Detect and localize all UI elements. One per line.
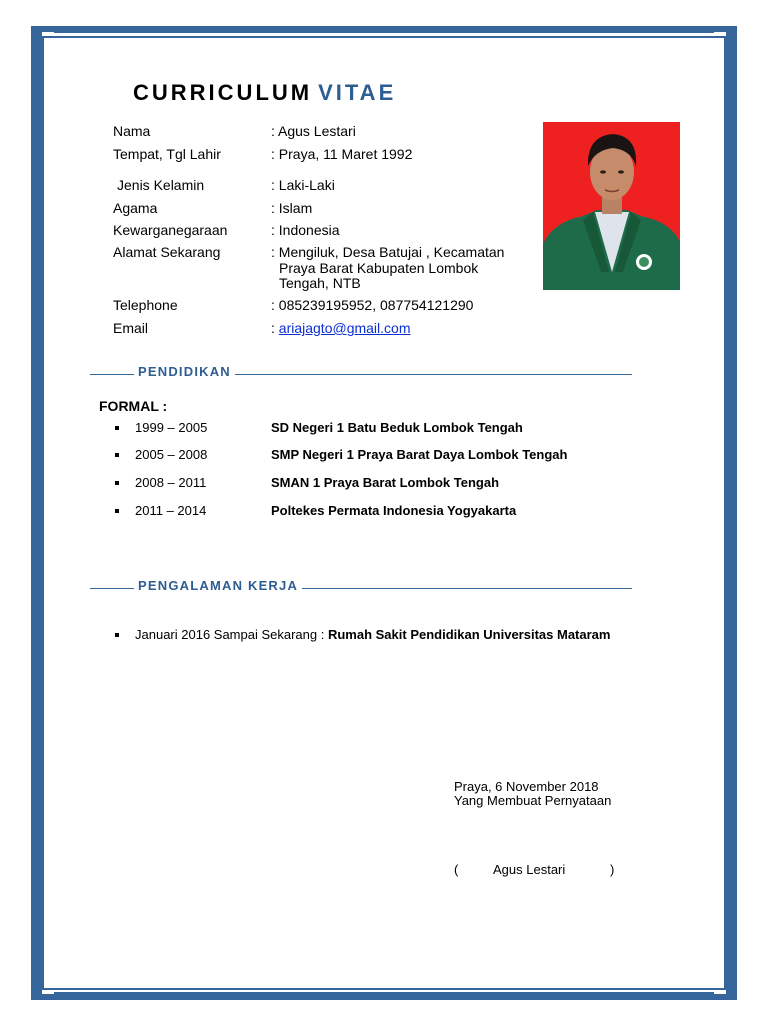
profile-photo (543, 122, 680, 290)
education-school: SD Negeri 1 Batu Beduk Lombok Tengah (271, 420, 523, 435)
section-title-pengalaman-kerja: PENGALAMAN KERJA (134, 578, 302, 593)
page-border-top-accent (54, 30, 714, 33)
title-part-2: VITAE (318, 80, 397, 105)
value-telephone: : 085239195952, 087754121290 (271, 297, 474, 313)
section-header-pengalaman-kerja (90, 578, 632, 598)
bullet-icon (115, 481, 119, 485)
education-years: 2011 – 2014 (135, 503, 207, 518)
experience-text (135, 627, 610, 642)
page-border-right-accent (726, 32, 730, 994)
label-email: Email (113, 320, 149, 336)
page-border-bottom-accent (54, 992, 714, 995)
education-years: 1999 – 2005 (135, 420, 208, 435)
label-jenis-kelamin: Jenis Kelamin (117, 177, 205, 193)
formal-label: FORMAL : (99, 398, 168, 414)
education-item (115, 420, 675, 438)
label-tempat-tgl-lahir: Tempat, Tgl Lahir (113, 146, 221, 162)
label-alamat: Alamat Sekarang (113, 244, 221, 260)
value-tempat-tgl-lahir: : Praya, 11 Maret 1992 (271, 146, 413, 162)
value-alamat-line-1: : Mengiluk, Desa Batujai , Kecamatan (271, 244, 505, 260)
bullet-icon (115, 426, 119, 430)
signature-open-paren: ( (454, 862, 459, 877)
page-border-left-accent (38, 32, 42, 994)
education-school: SMP Negeri 1 Praya Barat Daya Lombok Tengah (271, 447, 568, 462)
label-telephone: Telephone (113, 297, 178, 313)
label-agama: Agama (113, 200, 158, 216)
bullet-icon (115, 509, 119, 513)
bullet-icon (115, 633, 119, 637)
value-agama: : Islam (271, 200, 313, 216)
value-alamat-line-3: Tengah, NTB (279, 275, 361, 291)
title-part-1: CURRICULUM (133, 80, 313, 105)
experience-period: Januari 2016 Sampai Sekarang : (135, 627, 328, 642)
label-kewarganegaraan: Kewarganegaraan (113, 222, 228, 238)
education-school: SMAN 1 Praya Barat Lombok Tengah (271, 475, 500, 490)
value-nama: : Agus Lestari (271, 123, 356, 139)
education-item (115, 475, 675, 493)
education-item (115, 503, 675, 521)
personal-info (113, 124, 533, 344)
email-prefix: : (271, 320, 279, 336)
bullet-icon (115, 453, 119, 457)
value-jenis-kelamin: : Laki-Laki (271, 177, 335, 193)
education-years: 2005 – 2008 (135, 447, 208, 462)
section-title-pendidikan: PENDIDIKAN (134, 364, 235, 379)
signature-place-date: Praya, 6 November 2018 (454, 779, 599, 794)
signature-name: Agus Lestari (493, 862, 566, 877)
document-title (133, 80, 396, 106)
experience-place: Rumah Sakit Pendidikan Universitas Mataram (327, 627, 611, 642)
signature-statement: Yang Membuat Pernyataan (454, 793, 612, 808)
label-nama: Nama (113, 123, 151, 139)
value-alamat-line-2: Praya Barat Kabupaten Lombok (279, 260, 479, 276)
email-link[interactable]: ariajagto@gmail.com (278, 320, 411, 336)
section-header-pendidikan (90, 364, 632, 384)
signature-close-paren: ) (610, 862, 615, 877)
profile-photo-illustration (543, 122, 680, 290)
education-years: 2008 – 2011 (135, 475, 207, 490)
value-email (271, 321, 531, 336)
education-item (115, 447, 675, 465)
value-kewarganegaraan: : Indonesia (271, 222, 340, 238)
education-school: Poltekes Permata Indonesia Yogyakarta (271, 503, 517, 518)
